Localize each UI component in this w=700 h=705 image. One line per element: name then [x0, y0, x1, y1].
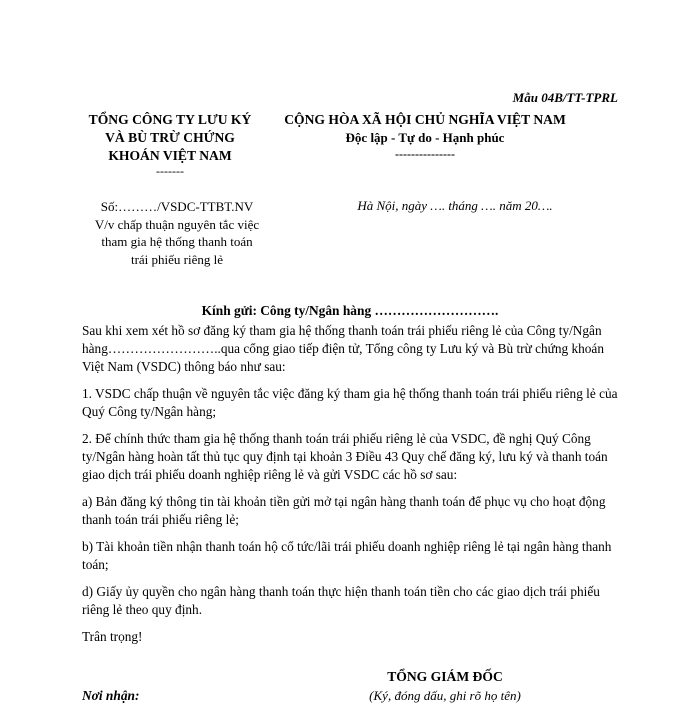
national-separator: ---------------: [395, 147, 455, 161]
national-header: [270, 111, 580, 161]
item-2: 2. Để chính thức tham gia hệ thống thanh toán trái phiếu riêng lẻ của VSDC, đề nghị Quý Công ty/Ngân hàng hoàn tất thủ tục quy định tại khoản 3 Điều 43 Quy chế đăng ký, lưu ký và thanh toán giao dịch trái phiếu doanh nghiệp riêng lẻ và gửi VSDC các hồ sơ sau:: [82, 431, 608, 482]
recipient-line: Kính gửi: Công ty/Ngân hàng ……………………….: [201, 303, 499, 318]
form-code: Mẫu 04B/TT-TPRL: [512, 90, 618, 105]
item-1: 1. VSDC chấp thuận về nguyên tắc việc đăng ký tham gia hệ thống thanh toán trái phiếu riêng lẻ của Quý Công ty/Ngân hàng;: [82, 386, 618, 419]
item-b: b) Tài khoản tiền nhận thanh toán hộ cổ tức/lãi trái phiếu doanh nghiệp riêng lẻ tại ngân hàng thanh toán;: [82, 539, 612, 572]
subject-line1: V/v chấp thuận nguyên tắc việc: [94, 216, 260, 232]
issuer-separator: -------: [156, 164, 184, 178]
document-number: Số:………/VSDC-TTBT.NV: [100, 199, 254, 214]
letter-body: [82, 322, 627, 655]
signature-title: TỔNG GIÁM ĐỐC: [387, 669, 503, 684]
issuer-header: [82, 111, 258, 177]
issuer-name-line2: VÀ BÙ TRỪ CHỨNG: [105, 130, 235, 145]
national-title: CỘNG HÒA XÃ HỘI CHỦ NGHĨA VIỆT NAM: [284, 112, 566, 127]
item-a: a) Bản đăng ký thông tin tài khoản tiền gửi mở tại ngân hàng thanh toán để phục vụ cho hoạt động thanh toán trái phiếu riêng lẻ;: [82, 494, 606, 527]
subject-line2: tham gia hệ thống thanh toán: [101, 234, 253, 249]
item-d: d) Giấy ủy quyền cho ngân hàng thanh toán thực hiện thanh toán tiền cho các giao dịch trái phiếu riêng lẻ theo quy định.: [82, 584, 600, 617]
closing: Trân trọng!: [82, 629, 143, 644]
reference-block: [82, 198, 272, 268]
signature-note: (Ký, đóng dấu, ghi rõ họ tên): [369, 688, 521, 703]
issuer-name-line3: KHOÁN VIỆT NAM: [108, 148, 232, 163]
subject-line3: trái phiếu riêng lẻ: [130, 251, 224, 267]
date-line: Hà Nội, ngày …. tháng …. năm 20….: [357, 198, 553, 213]
issuer-name-line1: TỔNG CÔNG TY LƯU KÝ: [88, 112, 252, 127]
national-motto: Độc lập - Tự do - Hạnh phúc: [345, 130, 505, 145]
recipients-label: Nơi nhận:: [82, 688, 140, 703]
intro-paragraph: Sau khi xem xét hồ sơ đăng ký tham gia hệ thống thanh toán trái phiếu riêng lẻ của Công ty/Ngân hàng……………………..qua cổng giao tiếp điện tử, Tổng công ty Lưu ký và Bù trừ chứng khoán Việt Nam (VSDC) thông báo như sau:: [82, 323, 604, 374]
